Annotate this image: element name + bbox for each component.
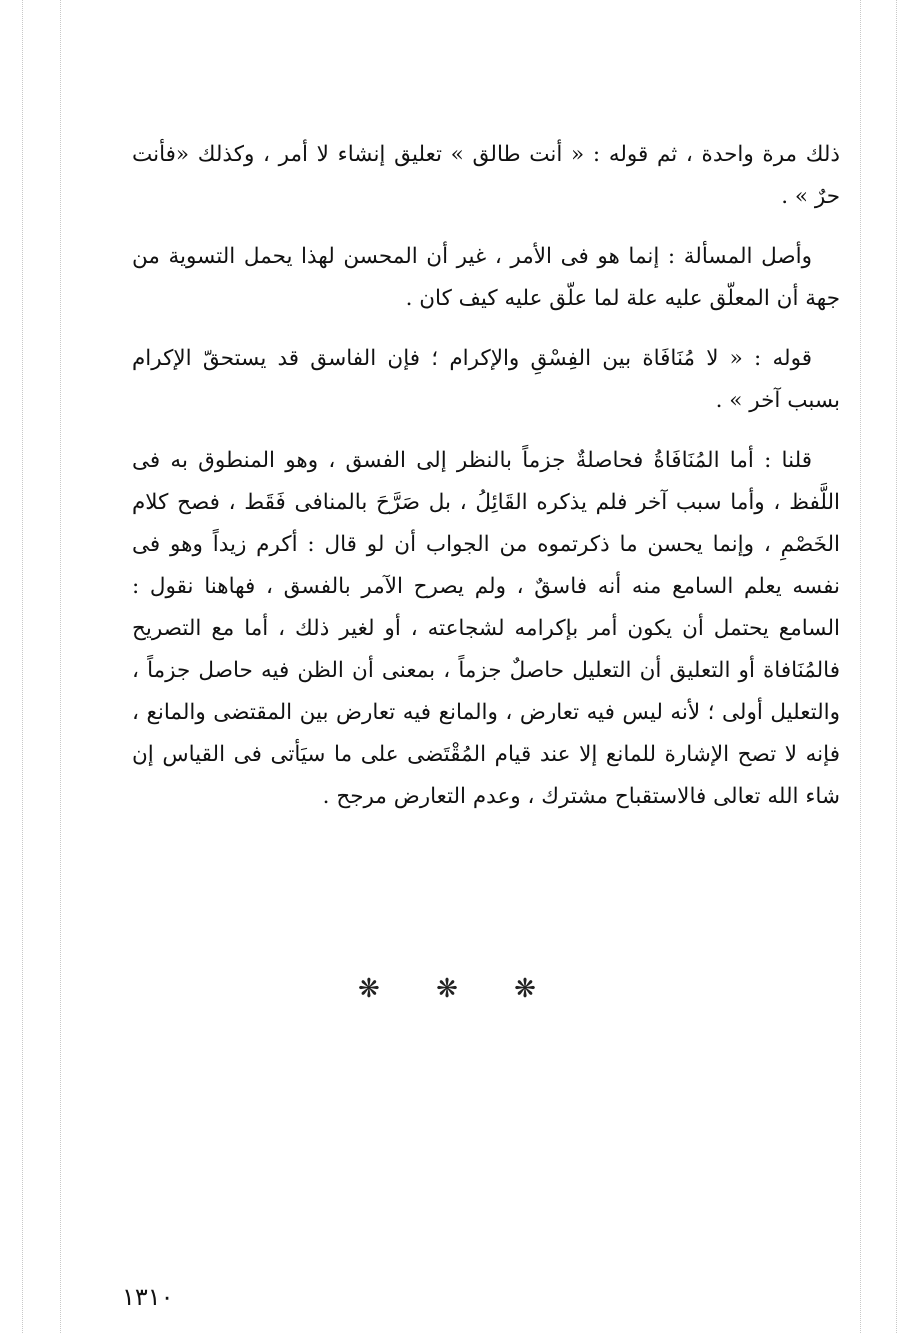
section-separator: ❋ ❋ ❋ (358, 974, 560, 1004)
page-number: ١٣١٠ (122, 1283, 174, 1311)
scan-edge-left (22, 0, 23, 1333)
paragraph-4: قلنا : أما المُنَافَاةُ فحاصلةٌ جزماً بالنظر إلى الفسق ، وهو المنطوق به فى اللَّفظ ، وأما سبب آخر فلم يذكره القَائِلُ ، بل صَرَّحَ بالمنافى فَقَط ، فصح كلام الخَصْمِ ، وإنما يحسن ما ذكرتموه من الجواب أن لو قال : أكرم زيداً وهو فى نفسه يعلم السامع منه أنه فاسقٌ ، ولم يصرح الآمر بالفسق ، فهاهنا نقول : السامع يحتمل أن يكون أمر بإكرامه لشجاعته ، أو لغير ذلك ، أما مع التصريح فالمُنَافاة أو التعليق أن التعليل حاصلٌ جزماً ، بمعنى أن الظن فيه حاصل جزماً ، والتعليل أولى ؛ لأنه ليس فيه تعارض ، والمانع فيه تعارض بين المقتضى والمانع ، فإنه لا تصح الإشارة للمانع إلا عند قيام المُقْتَضى على ما سيَأتى فى القياس إن شاء الله تعالى فالاستقباح مشترك ، وعدم التعارض مرجح . (132, 448, 840, 809)
scan-edge-left-inner (60, 0, 61, 1333)
scan-edge-right (896, 0, 897, 1333)
paragraph-2: وأصل المسألة : إنما هو فى الأمر ، غير أن المحسن لهذا يحمل التسوية من جهة أن المعلّق عليه علة لما علّق عليه كيف كان . (132, 244, 840, 311)
paragraph-3: قوله : « لا مُنَافَاة بين الفِسْقِ والإكرام ؛ فإن الفاسق قد يستحقّ الإكرام بسبب آخر » . (132, 346, 840, 413)
scan-edge-right-inner (860, 0, 861, 1333)
page-body (132, 134, 840, 836)
paragraph-1: ذلك مرة واحدة ، ثم قوله : « أنت طالق » تعليق إنشاء لا أمر ، وكذلك «فأنت حرٌ » . (132, 142, 840, 209)
